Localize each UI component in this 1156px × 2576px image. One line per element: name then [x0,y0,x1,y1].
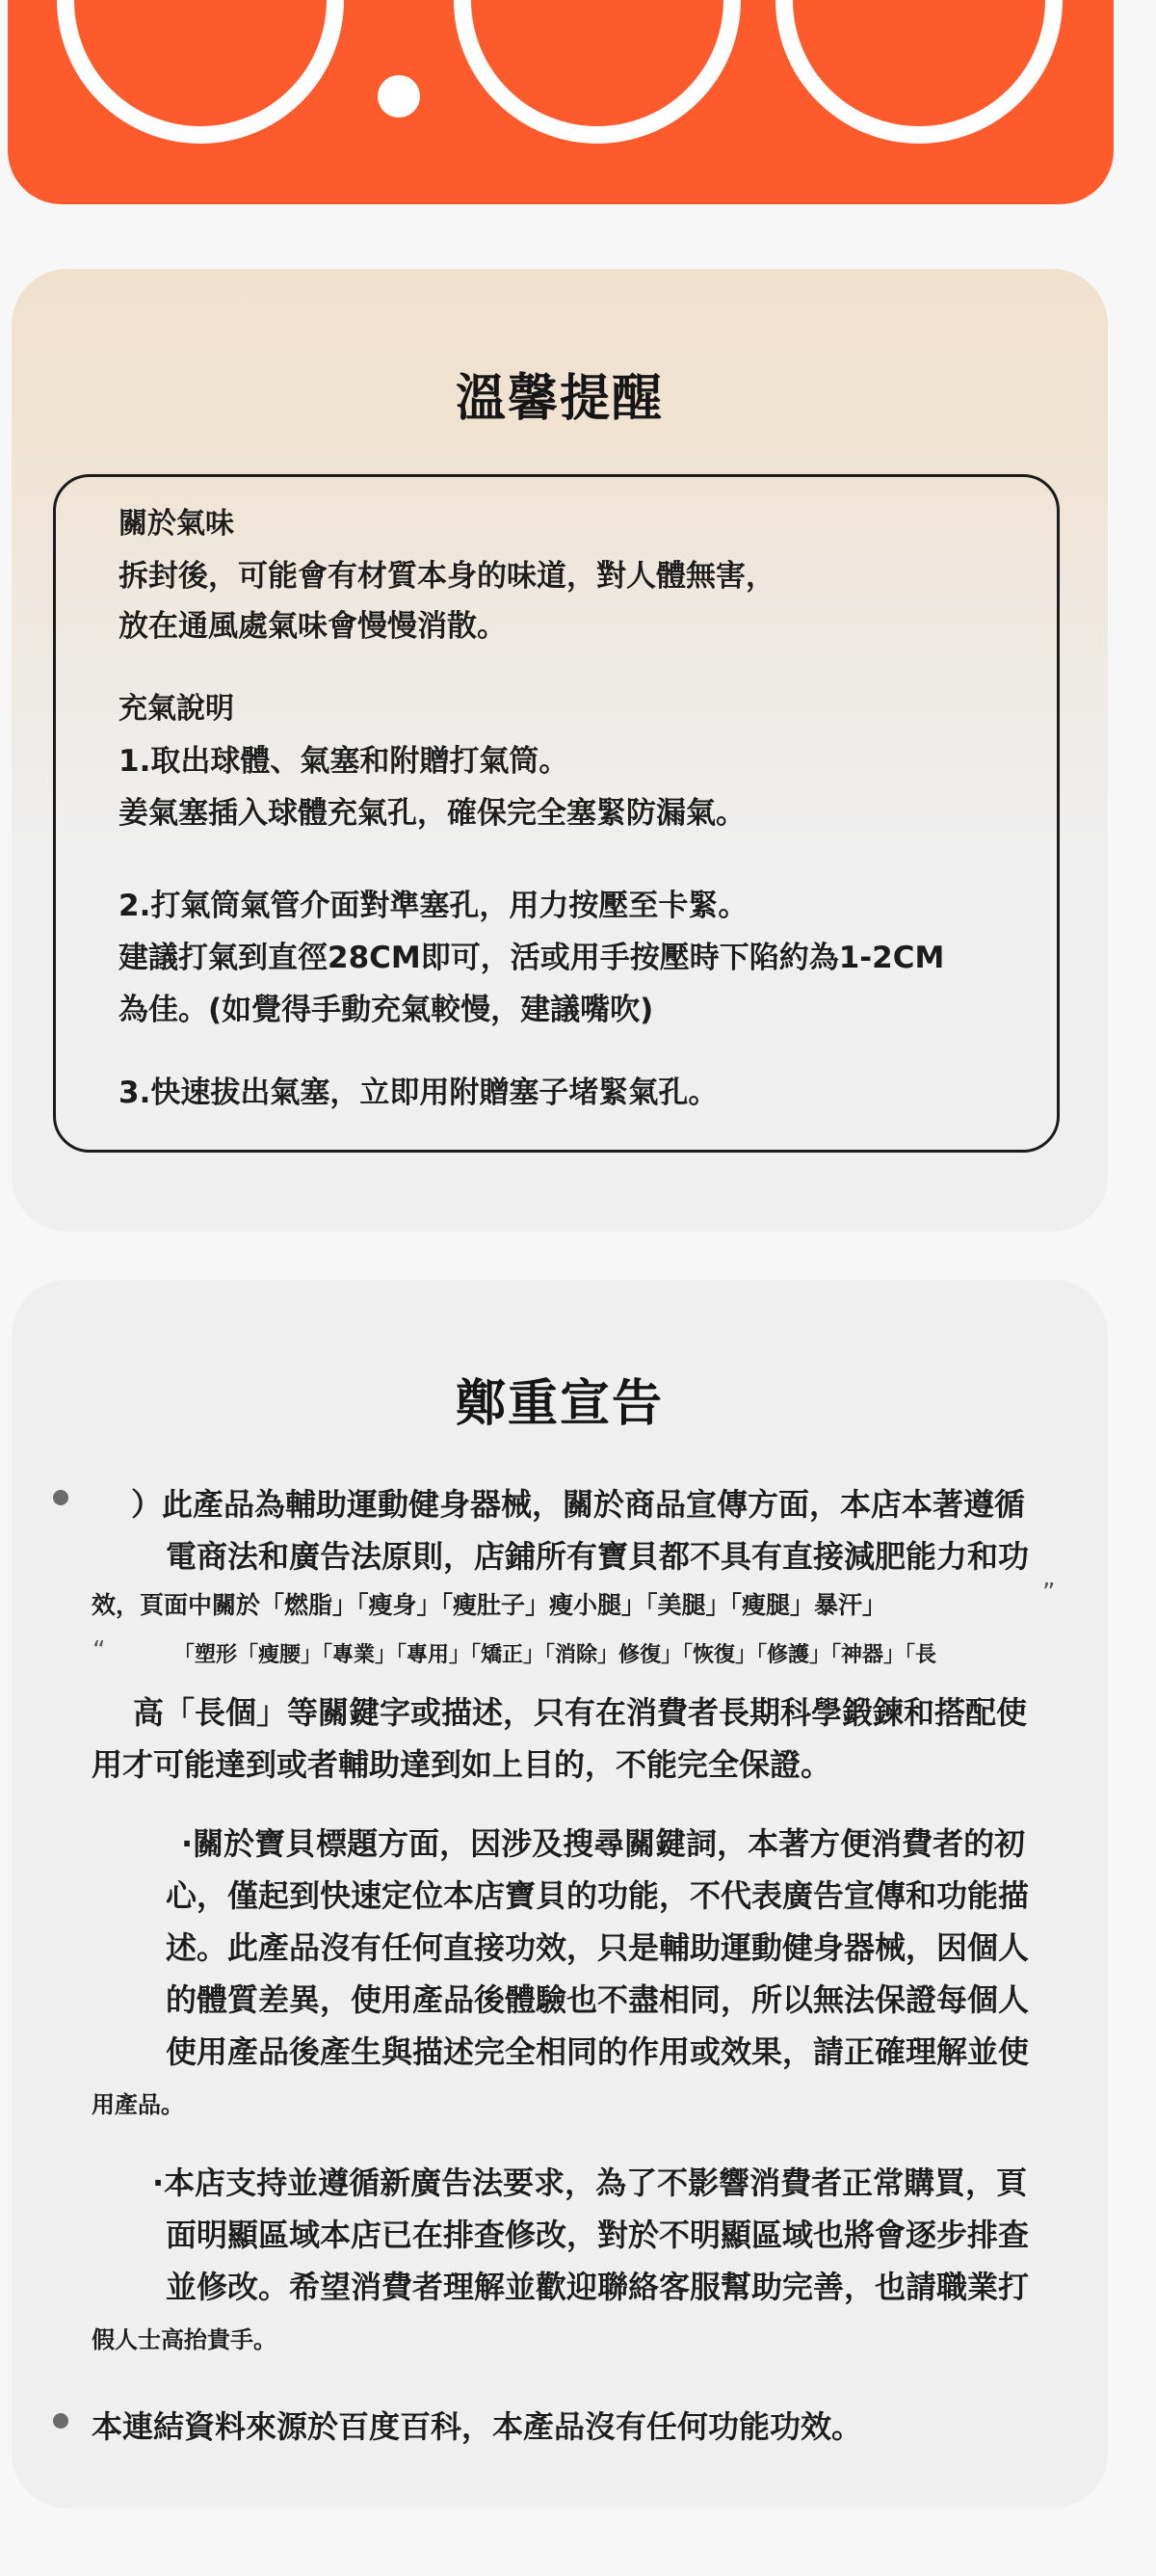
tips-line: 姜氣塞插入球體充氣孔，確保完全塞緊防漏氣。 [118,796,746,831]
declaration-line: 述。此產品沒有任何直接功效，只是輔助運動健身器械，因個人 [166,1929,1030,1966]
declaration-line: 效，頁面中關於「燃脂」「瘦身」「瘦肚子」瘦小腿」「美腿」「瘦腿」暴汗」 [92,1591,887,1619]
declaration-line: ·關於寶貝標題方面，因涉及搜尋關鍵詞，本著方便消費者的初 [181,1825,1026,1862]
tips-line: 為佳。(如覺得手動充氣較慢，建議嘴吹) [118,993,654,1027]
declaration-line: 用產品。 [92,2091,184,2118]
declaration-line: 高「長個」等關鍵字或描述，只有在消費者長期科學鍛鍊和搭配使 [133,1694,1028,1731]
declaration-line: 面明顯區域本店已在排查修改，對於不明顯區域也將會逐步排查 [166,2217,1030,2253]
top-banner [8,0,1114,204]
declaration-line: 本連結資料來源於百度百科，本產品沒有任何功能功效。 [92,2408,863,2445]
tips-line: 1.取出球體、氣塞和附贈打氣筒。 [118,744,569,779]
bullet-dot-icon [53,1490,68,1505]
declaration-title: 鄭重宣告 [455,1375,664,1433]
tips-line: 2.打氣筒氣管介面對準塞孔，用力按壓至卡緊。 [118,889,749,923]
tips-card [12,269,1108,1232]
tips-box [53,474,1060,1153]
declaration-line: ）此產品為輔助運動健身器械，關於商品宣傳方面，本店本著遵循 [131,1486,1026,1523]
declaration-line: 的體質差異，使用產品後體驗也不盡相同，所以無法保證每個人 [166,1981,1030,2018]
declaration-line: 並修改。希望消費者理解並歡迎聯絡客服幫助完善，也請職業打 [166,2269,1030,2305]
declaration-line: 「塑形「瘦腰」「專業」「專用」「矯正」「消除」修復」「恢復」「修護」「神器」「長 [173,1643,937,1667]
odor-heading: 關於氣味 [118,507,234,541]
declaration-line: ·本店支持並遵循新廣告法要求，為了不影響消費者正常購買，頁 [152,2164,1028,2201]
quote-open-mark: “ [92,1636,106,1665]
declaration-line: 電商法和廣告法原則，店鋪所有寶貝都不具有直接減肥能力和功 [166,1538,1030,1575]
quote-close-mark: ” [1042,1579,1056,1607]
declaration-line: 心，僅起到快速定位本店寶貝的功能，不代表廣告宣傳和功能描 [166,1877,1030,1914]
declaration-line: 假人士高抬貴手。 [92,2326,276,2353]
declaration-card [12,1280,1108,2509]
tips-line: 拆封後，可能會有材質本身的味道，對人體無害， [118,559,775,594]
tips-line: 3.快速拔出氣塞，立即用附贈塞子堵緊氣孔。 [118,1076,719,1110]
inflate-heading: 充氣說明 [118,692,234,726]
tips-line: 建議打氣到直徑28CM即可，活或用手按壓時下陷約為1-2CM [118,941,945,975]
decorative-circles-and-dot-icon [8,0,1114,204]
bullet-dot-icon [53,2413,68,2429]
tips-line: 放在通風處氣味會慢慢消散。 [118,609,507,644]
tips-title: 溫馨提醒 [455,370,664,428]
declaration-line: 用才可能達到或者輔助達到如上目的，不能完全保證。 [92,1746,832,1783]
declaration-line: 使用產品後產生與描述完全相同的作用或效果，請正確理解並使 [166,2033,1030,2070]
